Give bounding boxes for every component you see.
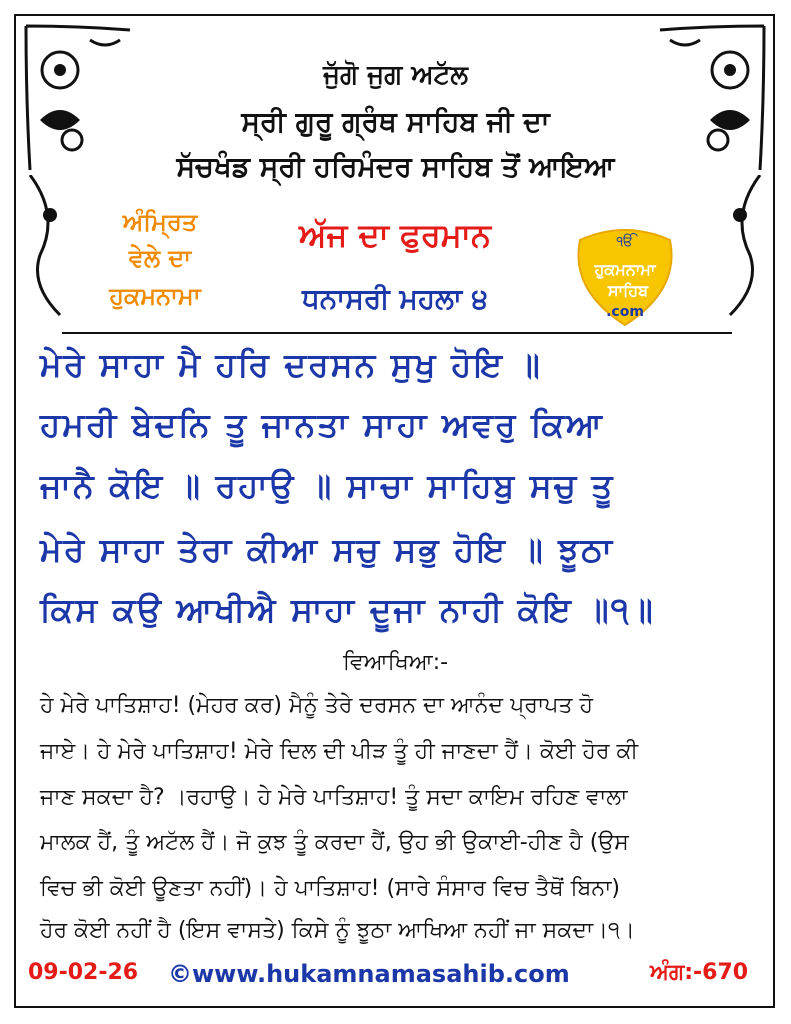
header-line-1: ਜੁੱਗੋ ਜੁਗ ਅਟੱਲ: [323, 60, 468, 90]
footer-website-link[interactable]: ©www.hukamnamasahib.com: [168, 960, 570, 988]
side-ornament-right: [710, 175, 770, 325]
amrit-line-3: ਹੁਕਮਨਾਮਾ: [109, 282, 201, 310]
logo-text-2: ਸਾਹਿਬ: [607, 281, 649, 300]
divider: [62, 332, 732, 334]
amrit-line-2: ਵੇਲੇ ਦਾ: [128, 244, 192, 272]
vyakhya-heading: ਵਿਆਖਿਆ:-: [342, 650, 449, 675]
raag-heading: ਧਨਾਸਰੀ ਮਹਲਾ ੪: [302, 282, 488, 315]
gurbani-line: ਜਾਨੈ ਕੋਇ ॥ ਰਹਾਉ ॥ ਸਾਚਾ ਸਾਹਿਬੁ ਸਚੁ ਤੂ: [40, 466, 615, 505]
vyakhya-line: ਮਾਲਕ ਹੈਂ, ਤੂੰ ਅਟੱਲ ਹੈਂ। ਜੋ ਕੁਝ ਤੂੰ ਕਰਦਾ ਹੈਂ, ਉਹ ਭੀ ਉਕਾਈ-ਹੀਣ ਹੈ (ਉਸ: [40, 830, 629, 855]
gurbani-line: ਮੇਰੇ ਸਾਹਾ ਤੇਰਾ ਕੀਆ ਸਚੁ ਸਭੁ ਹੋਇ ॥ ਝੂਠਾ: [40, 530, 615, 569]
header-line-2: ਸ੍ਰੀ ਗੁਰੂ ਗ੍ਰੰਥ ਸਾਹਿਬ ਜੀ ਦਾ: [241, 105, 550, 138]
vyakhya-line: ਹੇ ਮੇਰੇ ਪਾਤਿਸ਼ਾਹ! (ਮੇਹਰ ਕਰ) ਮੈਨੂੰ ਤੇਰੇ ਦਰਸਨ ਦਾ ਆਨੰਦ ਪ੍ਰਾਪਤ ਹੋ: [40, 693, 594, 718]
vyakhya-line: ਹੋਰ ਕੋਈ ਨਹੀਂ ਹੈ (ਇਸ ਵਾਸਤੇ) ਕਿਸੇ ਨੂੰ ਝੂਠਾ ਆਖਿਆ ਨਹੀਂ ਜਾ ਸਕਦਾ।੧।: [40, 918, 635, 943]
footer-date: 09-02-26: [28, 960, 139, 985]
header-line-3: ਸੱਚਖੰਡ ਸ੍ਰੀ ਹਰਿਮੰਦਰ ਸਾਹਿਬ ਤੋਂ ਆਇਆ: [176, 150, 615, 183]
gurbani-line: ਕਿਸ ਕਉ ਆਖੀਐ ਸਾਹਾ ਦੂਜਾ ਨਾਹੀ ਕੋਇ ॥੧॥: [40, 590, 655, 629]
logo-text-1: ਹੁਕਮਨਾਮਾ: [594, 260, 656, 279]
footer-ang-number: ਅੰਗ:-670: [650, 960, 749, 985]
page-title: ਅੱਜ ਦਾ ਫੁਰਮਾਨ: [299, 216, 491, 254]
vyakhya-line: ਜਾਣ ਸਕਦਾ ਹੈ? ।ਰਹਾਉ। ਹੇ ਮੇਰੇ ਪਾਤਿਸ਼ਾਹ! ਤੂੰ ਸਦਾ ਕਾਇਮ ਰਹਿਣ ਵਾਲਾ: [40, 785, 628, 810]
logo-text-3: .com: [606, 304, 644, 320]
logo-symbol: ੴ: [616, 234, 634, 250]
vyakhya-line: ਵਿਚ ਭੀ ਕੋਈ ਊਣਤਾ ਨਹੀਂ)। ਹੇ ਪਾਤਿਸ਼ਾਹ! (ਸਾਰੇ ਸੰਸਾਰ ਵਿਚ ਤੈਥੋਂ ਬਿਨਾ): [40, 876, 621, 901]
vyakhya-line: ਜਾਏ। ਹੇ ਮੇਰੇ ਪਾਤਿਸ਼ਾਹ! ਮੇਰੇ ਦਿਲ ਦੀ ਪੀੜ ਤੂੰ ਹੀ ਜਾਣਦਾ ਹੈਂ। ਕੋਈ ਹੋਰ ਕੀ: [40, 739, 639, 764]
hukamnama-sahib-logo: [570, 220, 680, 330]
gurbani-line: ਮੇਰੇ ਸਾਹਾ ਮੈ ਹਰਿ ਦਰਸਨ ਸੁਖੁ ਹੋਇ ॥: [40, 345, 542, 384]
amrit-line-1: ਅੰਮ੍ਰਿਤ: [122, 208, 198, 236]
gurbani-line: ਹਮਰੀ ਬੇਦਨਿ ਤੂ ਜਾਨਤਾ ਸਾਹਾ ਅਵਰੁ ਕਿਆ: [40, 405, 604, 444]
